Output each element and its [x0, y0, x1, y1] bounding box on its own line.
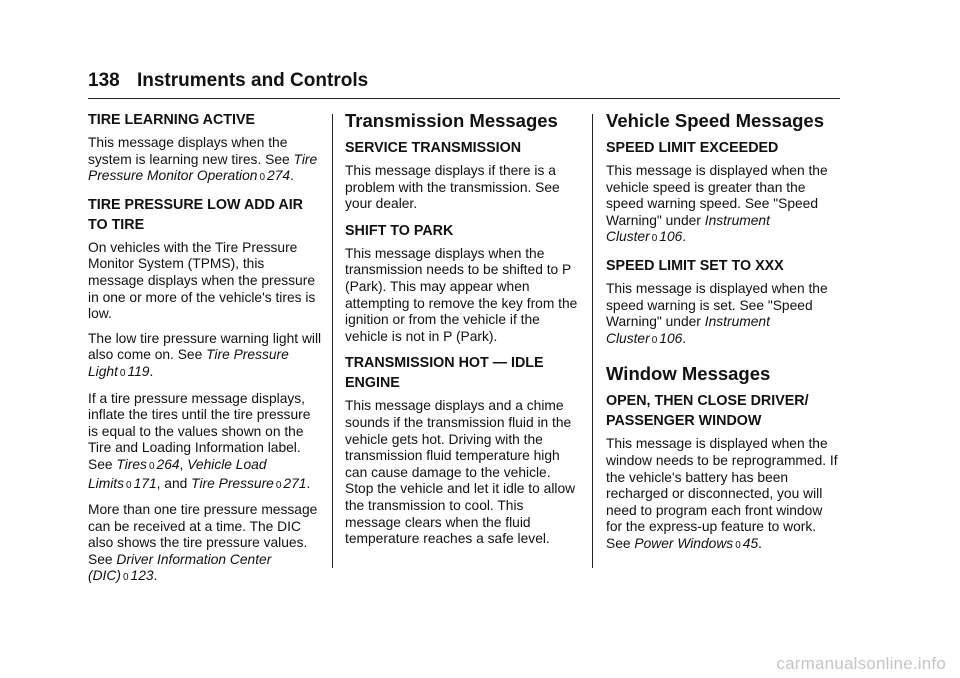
heading-transmission-messages: Transmission Messages: [345, 110, 558, 131]
xref-arrow-icon: 0: [119, 367, 126, 379]
xref-tires[interactable]: Tires 0 264: [116, 456, 180, 472]
xref-instrument-cluster[interactable]: Instrument Cluster 0 106: [606, 314, 770, 346]
paragraph-speed-limit-exceeded: This message is displayed when the vehicle speed is greater than the speed warning speed. See "Speed Warning" under Instrument Cluster 0 106.: [606, 163, 828, 245]
heading-window-messages: Window Messages: [606, 363, 771, 385]
xref-arrow-icon: 0: [735, 539, 741, 551]
heading-vehicle-speed-messages: Vehicle Speed Messages: [606, 110, 825, 131]
paragraph-tire-learning: This message displays when the system is learning new tires. See Tire Pressure Monitor Operation 0 274.: [88, 135, 318, 184]
paragraph-service-transmission: This message displays if there is a problem with the transmission. See your dealer.: [345, 163, 560, 212]
paragraph-transmission-hot: This message displays and a chime sounds if the transmission fluid in the vehicle gets hot. Driving with the transmission fluid temperature high can cause damage to the vehicle. Stop the vehicle and let it idle to allow the transmission to cool. This message clears when the fluid temperature reaches a safe level.: [345, 398, 576, 547]
column-divider-2: [592, 114, 593, 568]
xref-power-windows[interactable]: Power Windows 0 45: [634, 535, 759, 551]
page-number: 138: [88, 70, 120, 91]
xref-arrow-icon: 0: [122, 572, 129, 584]
xref-tire-pressure-monitor-operation[interactable]: Tire Pressure Monitor Operation 0 274: [88, 151, 318, 184]
paragraph-tpms: On vehicles with the Tire Pressure Monitor System (TPMS), this message displays when the pressure in one or more of the vehicle's tires is low.: [88, 239, 316, 322]
section-title: Instruments and Controls: [136, 70, 369, 91]
column-2: [345, 110, 579, 556]
heading-tire-learning-active: TIRE LEARNING ACTIVE: [88, 112, 256, 128]
xref-instrument-cluster[interactable]: Instrument Cluster 0 106: [606, 212, 770, 245]
body-text: This message displays when the system is learning new tires. See: [88, 135, 290, 167]
heading-speed-limit-exceeded: SPEED LIMIT EXCEEDED: [606, 140, 779, 156]
xref-arrow-icon: 0: [126, 479, 132, 491]
column-3: [606, 110, 840, 563]
paragraph-warning-light: The low tire pressure warning light will also come on. See Tire Pressure Light 0 119.: [88, 330, 322, 379]
paragraph-inflate-tires: If a tire pressure message displays, inflate the tires until the tire pressure is equal to the values shown on the Tire and Loading Information label. See Tires 0 264, Vehicle Load Limits 0 171, and Tire Pressure 0 271.: [88, 390, 311, 491]
xref-arrow-icon: 0: [259, 172, 266, 184]
xref-driver-information-center[interactable]: Driver Information Center (DIC) 0 123: [88, 551, 272, 584]
xref-arrow-icon: 0: [651, 233, 658, 245]
xref-arrow-icon: 0: [148, 460, 155, 472]
paragraph-shift-to-park: This message displays when the transmission needs to be shifted to P (Park). This may appear when attempting to remove the key from the ignition or from the vehicle if the vehicle is not in P (Park).: [345, 245, 578, 344]
xref-arrow-icon: 0: [651, 334, 658, 346]
heading-speed-limit-set: SPEED LIMIT SET TO XXX: [606, 257, 784, 274]
header-rule: [88, 98, 840, 99]
heading-shift-to-park: SHIFT TO PARK: [345, 222, 454, 239]
xref-tire-pressure[interactable]: Tire Pressure 0 271: [191, 475, 307, 491]
heading-tire-pressure-low: TIRE PRESSURE LOW ADD AIR TO TIRE: [88, 196, 303, 233]
page-header: [88, 70, 368, 92]
column-1: [88, 110, 323, 595]
xref-tire-pressure-light[interactable]: Tire Pressure Light 0 119: [88, 347, 289, 379]
heading-open-close-window: OPEN, THEN CLOSE DRIVER/ PASSENGER WINDOW: [606, 393, 809, 430]
xref-vehicle-load-limits[interactable]: Vehicle Load Limits 0 171: [88, 456, 267, 491]
column-divider-1: [332, 114, 333, 568]
paragraph-window: This message is displayed when the window needs to be reprogrammed. If the vehicle's battery has been recharged or disconnected, you will need to program each front window for the express-up feature to work. See Power Windows 0 45.: [606, 436, 838, 551]
heading-service-transmission: SERVICE TRANSMISSION: [345, 140, 522, 156]
paragraph-speed-limit-set: This message is displayed when the speed warning is set. See "Speed Warning" under Instrument Cluster 0 106.: [606, 280, 828, 346]
watermark: carmanualsonline.info: [776, 654, 946, 673]
xref-arrow-icon: 0: [275, 479, 282, 491]
paragraph-multiple-messages: More than one tire pressure message can be received at a time. The DIC also shows the tire pressure values. See Driver Information Center (DIC) 0 123.: [88, 502, 318, 584]
heading-transmission-hot: TRANSMISSION HOT — IDLE ENGINE: [345, 355, 544, 392]
